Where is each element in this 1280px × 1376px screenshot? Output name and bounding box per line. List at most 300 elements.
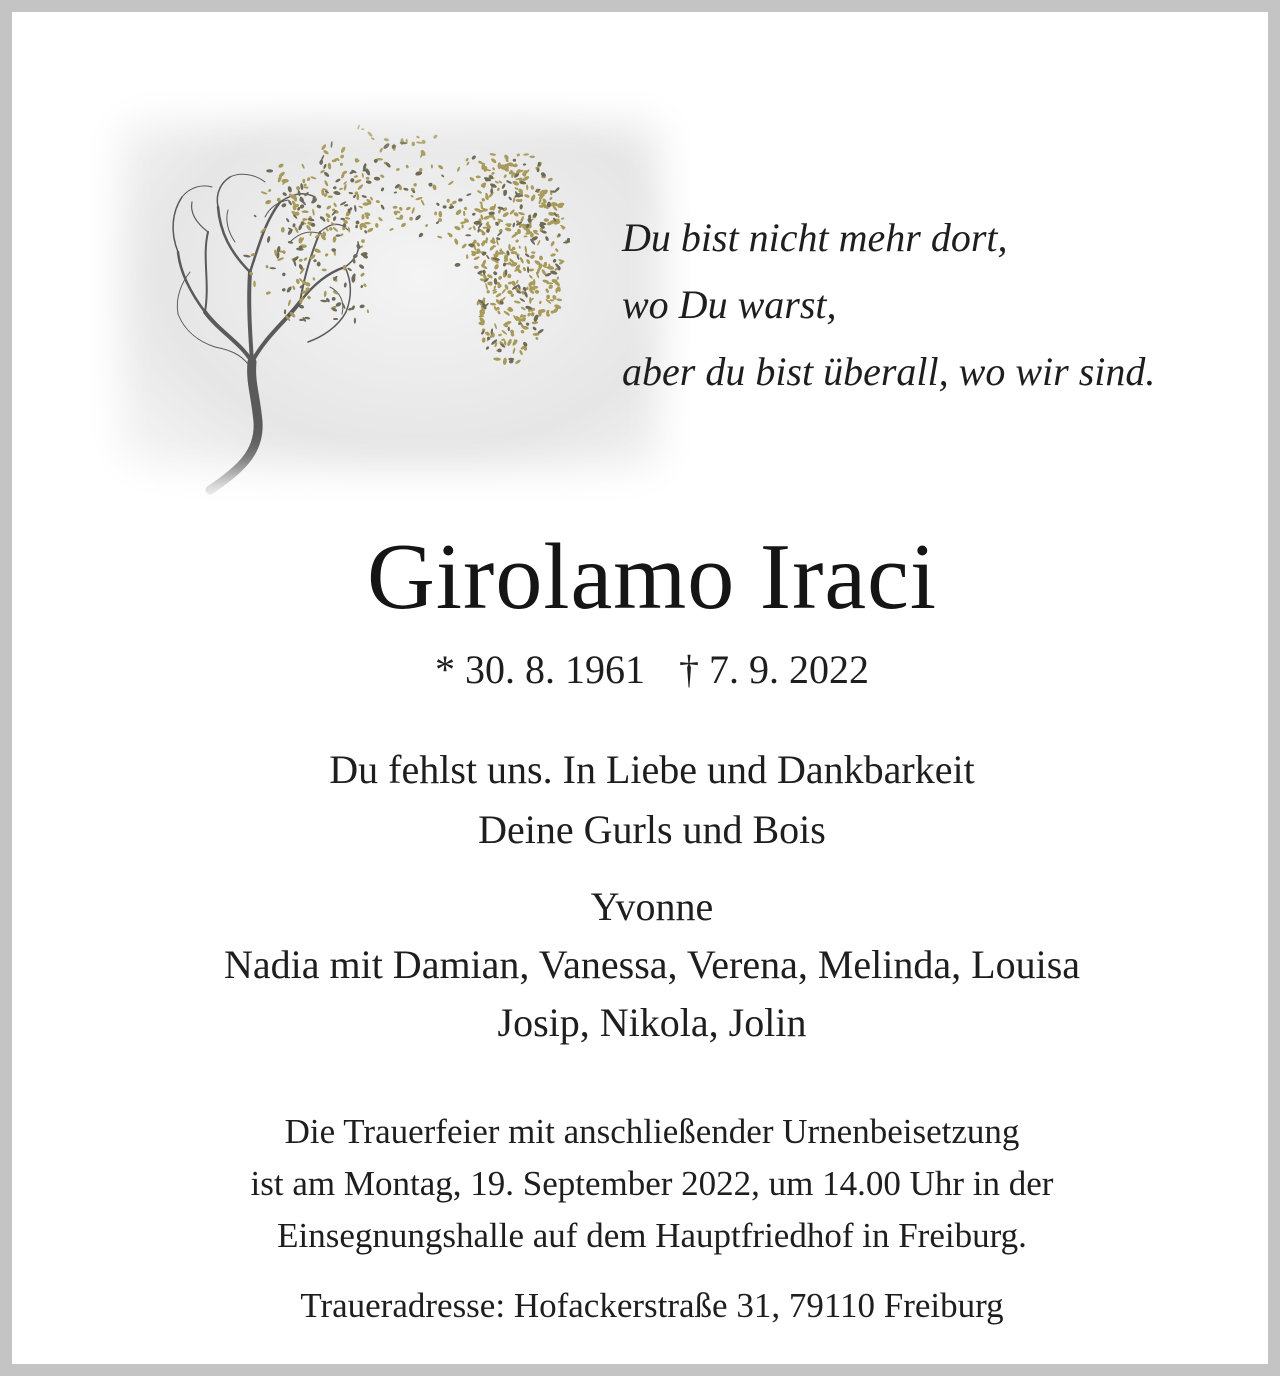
leaf: [529, 156, 535, 159]
leaf: [454, 238, 460, 245]
leaf: [437, 235, 443, 239]
leaf: [523, 153, 529, 156]
leaf: [253, 280, 256, 287]
leaf: [398, 206, 403, 211]
leaf: [524, 235, 528, 237]
leaf: [525, 322, 529, 326]
leaf: [355, 225, 358, 229]
leaf: [282, 288, 286, 292]
leaf: [356, 243, 362, 249]
leaf: [506, 338, 512, 346]
leaf: [265, 265, 268, 269]
leaf: [425, 224, 429, 228]
leaf: [493, 263, 499, 270]
leaf: [514, 300, 521, 304]
leaf: [253, 214, 257, 217]
leaf: [382, 142, 390, 150]
leaf: [448, 180, 455, 186]
leaf: [507, 273, 512, 278]
leaf: [515, 279, 519, 284]
leaf: [286, 218, 290, 223]
leaf: [265, 199, 272, 205]
leaf: [485, 346, 489, 351]
leaf: [512, 197, 515, 203]
leaf: [366, 177, 370, 180]
leaf: [357, 124, 361, 129]
leaf: [486, 254, 490, 259]
leaf: [518, 245, 521, 249]
leaf: [260, 191, 267, 195]
leaf: [294, 226, 299, 234]
ceremony-line-2: ist am Montag, 19. September 2022, um 14.00 Uhr in der: [250, 1164, 1054, 1203]
leaf: [537, 328, 545, 334]
leaf: [497, 187, 501, 191]
leaf: [529, 297, 532, 304]
leaf: [416, 141, 423, 144]
leaf: [339, 187, 343, 190]
leaf: [352, 258, 356, 264]
leaf: [361, 173, 364, 178]
leaf: [287, 199, 292, 205]
leaf: [405, 206, 411, 211]
leaf: [497, 275, 502, 280]
leaf: [336, 234, 341, 236]
leaf: [380, 187, 384, 192]
leaf: [340, 146, 346, 154]
leaf: [498, 180, 502, 184]
quote-line-1: Du bist nicht mehr dort,: [622, 215, 1008, 260]
leaf: [348, 192, 353, 195]
leaf: [437, 164, 444, 170]
memorial-quote: [622, 204, 1262, 405]
leaf: [343, 184, 347, 191]
leaf: [519, 297, 525, 302]
leaf: [501, 329, 508, 335]
leaf: [469, 176, 475, 182]
leaf: [367, 227, 374, 233]
leaf: [465, 157, 469, 161]
leaf: [466, 254, 469, 259]
leaf: [441, 174, 445, 178]
leaf: [524, 246, 527, 254]
leaf: [324, 180, 329, 187]
leaf: [323, 149, 330, 155]
leaf: [287, 186, 292, 193]
leaf: [481, 197, 485, 202]
leaf: [501, 288, 507, 294]
leaf: [549, 299, 554, 301]
leaf: [370, 137, 374, 141]
leaf: [326, 205, 332, 211]
leaf: [526, 258, 531, 264]
leaf: [360, 285, 363, 289]
leaf: [284, 309, 286, 314]
leaf: [527, 266, 530, 273]
leaf: [298, 237, 303, 244]
leaf: [516, 153, 520, 157]
quote-line-3: aber du bist überall, wo wir sind.: [622, 349, 1156, 394]
leaf: [547, 177, 553, 182]
leaf: [545, 288, 549, 294]
leaf: [518, 211, 525, 216]
leaf: [529, 254, 535, 260]
leaf: [325, 212, 332, 219]
leaf: [555, 248, 559, 253]
leaf: [312, 208, 315, 215]
leaf: [468, 227, 472, 230]
leaf: [361, 214, 364, 220]
leaf: [551, 201, 559, 207]
leaf: [310, 176, 317, 180]
leaf: [545, 236, 550, 242]
leaf: [384, 138, 390, 142]
leaf: [545, 298, 552, 304]
leaf: [530, 185, 534, 190]
tree-silhouette: [173, 174, 358, 490]
leaf: [446, 199, 450, 203]
leaf: [506, 180, 513, 185]
leaf: [454, 225, 461, 231]
leaf: [463, 206, 468, 211]
ceremony-line-1: Die Trauerfeier mit anschließender Urnenbeisetzung: [284, 1112, 1020, 1151]
leaf: [327, 163, 331, 170]
leaf: [329, 227, 333, 231]
leaf: [482, 269, 486, 274]
leaf: [550, 240, 555, 247]
leaf: [340, 218, 345, 221]
leaf: [286, 286, 293, 294]
leaf: [515, 359, 522, 365]
leaf: [494, 180, 499, 184]
leaf: [530, 194, 536, 202]
leaf: [393, 206, 398, 209]
leaf: [490, 302, 497, 305]
leaf: [416, 135, 420, 139]
leaf: [268, 188, 272, 192]
leaf: [519, 256, 524, 263]
leaf: [410, 195, 414, 198]
leaf: [466, 161, 470, 166]
leaf: [405, 164, 409, 168]
leaf: [375, 200, 380, 204]
leaf: [358, 205, 363, 208]
leaf: [546, 294, 550, 299]
leaf: [532, 326, 537, 331]
message-line-1: Du fehlst uns. In Liebe und Dankbarkeit: [329, 747, 975, 792]
leaf: [491, 171, 495, 175]
leaf: [360, 272, 366, 277]
leaf: [419, 168, 422, 171]
leaf: [367, 309, 370, 313]
leaf: [301, 210, 308, 213]
leaf: [498, 209, 502, 214]
leaf: [335, 178, 341, 183]
leaf: [455, 208, 463, 216]
leaf: [482, 337, 486, 343]
leaf: [535, 336, 539, 340]
leaf: [487, 281, 493, 286]
leaf: [436, 202, 440, 206]
leaf: [504, 227, 511, 232]
mourners-line-2: Nadia mit Damian, Vanessa, Verena, Melinda, Louisa: [223, 942, 1081, 987]
leaf: [266, 169, 273, 172]
leaf: [359, 304, 365, 309]
leaf: [288, 241, 294, 244]
leaf: [292, 285, 296, 290]
leaf: [432, 184, 437, 191]
leaf: [394, 191, 398, 193]
leaf: [300, 183, 304, 190]
leaf: [303, 183, 307, 186]
leaf: [307, 295, 312, 300]
leaf: [476, 242, 481, 247]
leaf: [312, 277, 315, 281]
leaf: [472, 212, 476, 216]
leaf: [492, 271, 497, 276]
leaf: [313, 259, 317, 263]
leaves-pattern: [249, 124, 569, 365]
leaf: [489, 153, 496, 156]
leaf: [539, 300, 542, 304]
tree-face-graphic: [90, 92, 690, 500]
leaf: [493, 357, 501, 361]
leaf: [438, 211, 442, 218]
leaf: [505, 223, 512, 226]
leaf: [324, 290, 327, 297]
leaf: [357, 184, 364, 191]
leaf: [488, 211, 495, 215]
leaf: [520, 306, 526, 311]
leaf: [502, 262, 506, 267]
leaf: [493, 285, 496, 289]
leaf: [358, 263, 365, 269]
leaf: [344, 282, 348, 288]
leaf: [530, 312, 535, 317]
leaf: [396, 168, 400, 171]
leaf: [492, 167, 496, 171]
leaf: [379, 147, 383, 153]
leaf: [345, 217, 351, 220]
message-line-2: Deine Gurls und Bois: [478, 807, 826, 852]
leaf: [490, 157, 497, 163]
mourners-line-1: Yvonne: [590, 884, 714, 929]
leaf: [389, 227, 394, 231]
leaf: [341, 302, 346, 310]
leaf: [332, 216, 337, 222]
leaf: [463, 211, 466, 216]
leaf: [301, 163, 305, 169]
leaf: [282, 272, 286, 276]
leaf: [303, 257, 308, 262]
leaf: [497, 310, 501, 315]
leaf: [347, 267, 352, 271]
leaf: [317, 261, 321, 266]
leaf: [515, 239, 519, 243]
leaf: [494, 323, 498, 330]
leaf: [520, 329, 525, 334]
leaf: [476, 175, 481, 178]
leaf: [502, 211, 510, 218]
leaf: [526, 184, 529, 190]
quote-line-2: wo Du warst,: [622, 282, 837, 327]
leaf: [364, 230, 368, 234]
leaf: [473, 256, 480, 261]
leaf: [295, 185, 300, 190]
leaf: [524, 253, 530, 258]
leaf: [380, 204, 385, 210]
leaf: [523, 163, 527, 166]
leaf: [303, 186, 309, 189]
leaf: [326, 218, 330, 223]
leaf: [519, 204, 523, 210]
leaf: [522, 267, 526, 272]
leaf: [472, 225, 476, 231]
leaf: [243, 254, 251, 258]
leaf: [380, 174, 385, 179]
leaf: [529, 274, 534, 279]
leaf: [354, 179, 362, 185]
leaf: [508, 196, 513, 201]
leaf: [299, 319, 304, 321]
leaf: [354, 318, 356, 324]
leaf: [501, 183, 506, 189]
leaf: [442, 205, 446, 209]
leaf: [512, 222, 515, 227]
leaf: [374, 176, 381, 180]
leaf: [428, 183, 432, 187]
leaf: [421, 139, 426, 144]
leaf: [411, 207, 415, 215]
leaf: [322, 268, 327, 271]
leaf: [461, 224, 464, 228]
leaf: [458, 198, 463, 201]
leaf: [537, 240, 541, 246]
leaf: [363, 283, 367, 288]
mourning-address: Traueradresse: Hofackerstraße 31, 79110 Freiburg: [300, 1286, 1004, 1325]
leaf: [333, 202, 337, 207]
leaf: [281, 202, 287, 208]
leaf: [549, 196, 553, 200]
ceremony-line-3: Einsegnungshalle auf dem Hauptfriedhof in Freiburg.: [277, 1216, 1027, 1255]
leaf: [411, 142, 415, 147]
leaf: [367, 131, 373, 138]
leaf: [434, 211, 437, 215]
leaf: [456, 166, 460, 172]
leaf: [323, 163, 327, 169]
leaf: [539, 255, 544, 260]
leaf: [489, 183, 497, 189]
tree-face-illustration: [90, 92, 690, 500]
leaf: [548, 284, 554, 290]
leaf: [495, 292, 502, 298]
leaf: [333, 191, 341, 196]
leaf: [350, 178, 354, 183]
leaf: [461, 243, 467, 249]
leaf: [320, 143, 327, 150]
leaf: [302, 179, 305, 184]
leaf: [524, 194, 530, 199]
leaf: [503, 189, 508, 196]
leaf: [282, 192, 287, 197]
leaf: [366, 180, 372, 184]
leaf: [556, 298, 562, 301]
leaf: [344, 204, 348, 207]
leaf: [333, 318, 338, 320]
leaf: [265, 291, 271, 295]
farewell-message: [12, 740, 1280, 860]
leaf: [485, 192, 490, 200]
life-dates: [12, 642, 1280, 698]
leaf: [340, 233, 344, 237]
leaf: [333, 186, 337, 190]
leaf: [414, 214, 421, 221]
leaf: [409, 217, 413, 221]
leaf: [420, 199, 425, 206]
leaf: [378, 217, 383, 222]
leaf: [529, 268, 535, 271]
leaf: [512, 180, 520, 187]
leaf: [323, 171, 330, 178]
leaf: [354, 205, 357, 212]
leaf: [474, 266, 479, 270]
leaf: [332, 236, 337, 243]
leaf: [498, 333, 502, 337]
leaf: [324, 253, 329, 257]
leaf: [561, 217, 565, 220]
leaf: [299, 258, 304, 262]
leaf: [400, 222, 406, 228]
leaf: [339, 162, 343, 166]
leaf: [278, 163, 285, 169]
leaf: [471, 155, 477, 161]
leaf: [361, 128, 365, 130]
leaf: [490, 188, 493, 193]
birth-date: * 30. 8. 1961: [435, 647, 645, 692]
leaf: [361, 195, 367, 199]
leaf: [269, 267, 276, 269]
ceremony-info: [12, 1106, 1280, 1262]
leaf: [522, 175, 530, 182]
leaf: [503, 357, 508, 365]
leaf: [477, 190, 483, 195]
leaf: [355, 220, 360, 225]
mourners-line-3: Josip, Nikola, Jolin: [497, 1000, 807, 1045]
leaf: [375, 223, 379, 228]
death-date: † 7. 9. 2022: [679, 647, 869, 692]
leaf: [512, 347, 516, 354]
leaf: [328, 195, 333, 197]
leaf: [339, 154, 344, 159]
leaf: [531, 251, 536, 254]
leaf: [503, 174, 507, 179]
leaf: [514, 187, 519, 191]
leaf: [508, 327, 510, 332]
leaf: [452, 200, 457, 204]
leaf: [543, 218, 549, 222]
leaf: [281, 227, 285, 233]
deceased-name: Girolamo Iraci: [367, 525, 937, 629]
leaf: [403, 187, 409, 191]
leaf: [513, 159, 517, 162]
leaf: [552, 258, 557, 263]
leaf: [465, 234, 471, 236]
leaf: [332, 297, 336, 301]
leaf: [556, 276, 559, 280]
leaf: [354, 175, 359, 178]
leaf: [320, 155, 324, 162]
leaf: [486, 290, 490, 294]
leaf: [343, 181, 347, 185]
